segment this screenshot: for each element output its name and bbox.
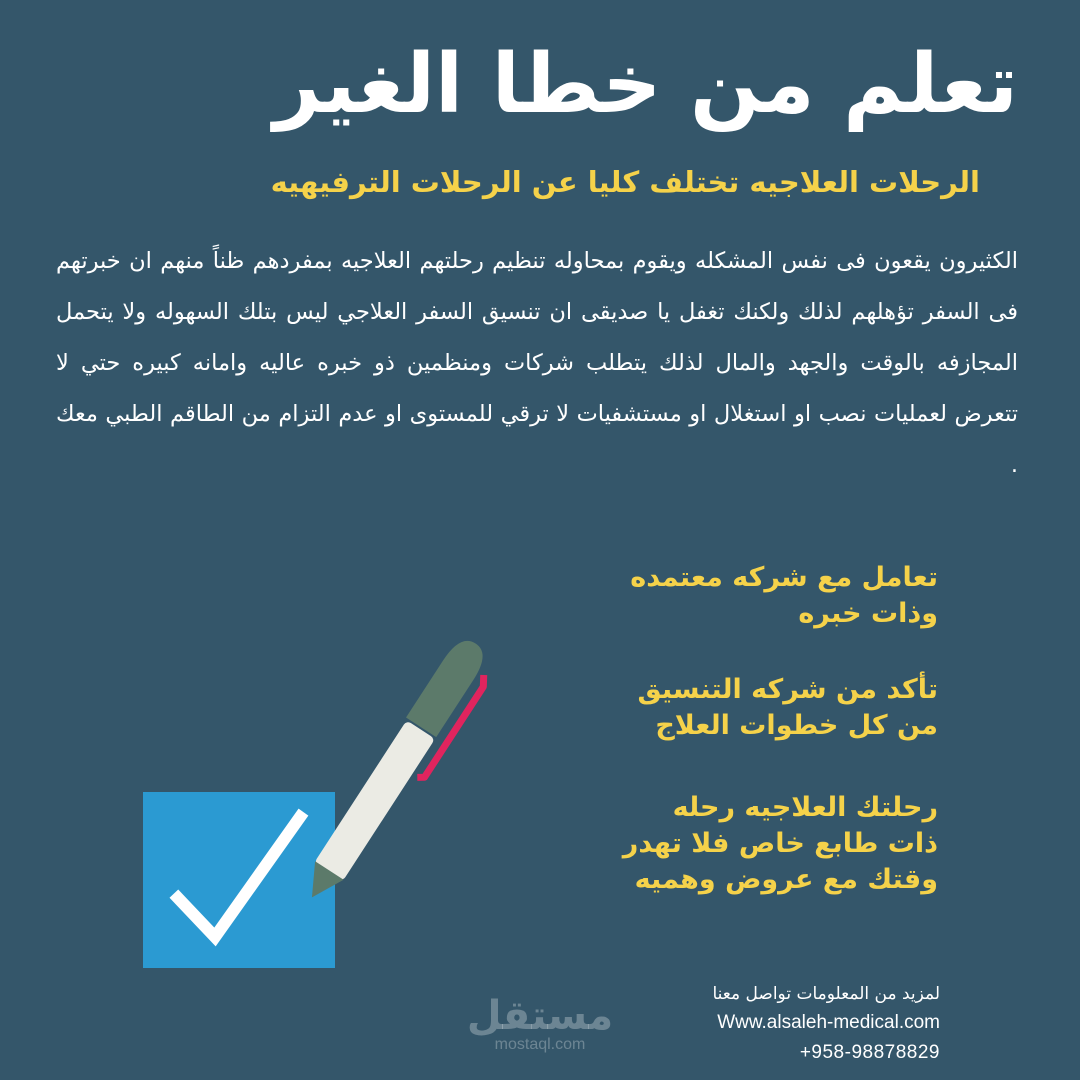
watermark-latin: mostaql.com	[494, 1036, 586, 1053]
checkbox-check-icon	[143, 792, 335, 968]
contact-heading: لمزيد من المعلومات تواصل معنا	[712, 984, 940, 1004]
tip-verify-coordination: تأكد من شركه التنسيق من كل خطوات العلاج	[637, 674, 938, 741]
body-paragraph: الكثيرون يقعون فى نفس المشكله ويقوم بمحاوله تنظيم رحلتهم العلاجيه بمفردهم ظناً منهم ان خبرتهم فى السفر تؤهلهم لذلك ولكنك تغفل يا صديقى ان تنسيق السفر العلاجي ليس بتلك السهوله ولا يتحمل المجازفه بالوقت والجهد والمال لذلك يتطلب شركات ومنظمين ذو خبره عاليه وامانه كبيره حتي لا تتعرض لعمليات نصب او استغلال او مستشفيات لا ترقي للمستوى او عدم التزام من الطاقم الطبي معك .	[56, 248, 1018, 478]
tip-avoid-fake-offers: رحلتك العلاجيه رحله ذات طابع خاص فلا تهدر وقتك مع عروض وهميه	[622, 792, 938, 895]
page-subtitle: الرحلات العلاجيه تختلف كليا عن الرحلات الترفيهيه	[270, 165, 980, 199]
checkbox-pen-illustration	[0, 0, 560, 980]
contact-phone[interactable]: +958-98878829	[799, 1042, 940, 1063]
pen-icon	[296, 634, 501, 913]
tip-certified-company: تعامل مع شركه معتمده وذات خبره	[630, 562, 938, 629]
page-title: تعلم من خطا الغير	[273, 37, 1018, 132]
watermark-arabic: مستقل	[466, 993, 614, 1039]
contact-website[interactable]: Www.alsaleh-medical.com	[717, 1012, 940, 1033]
